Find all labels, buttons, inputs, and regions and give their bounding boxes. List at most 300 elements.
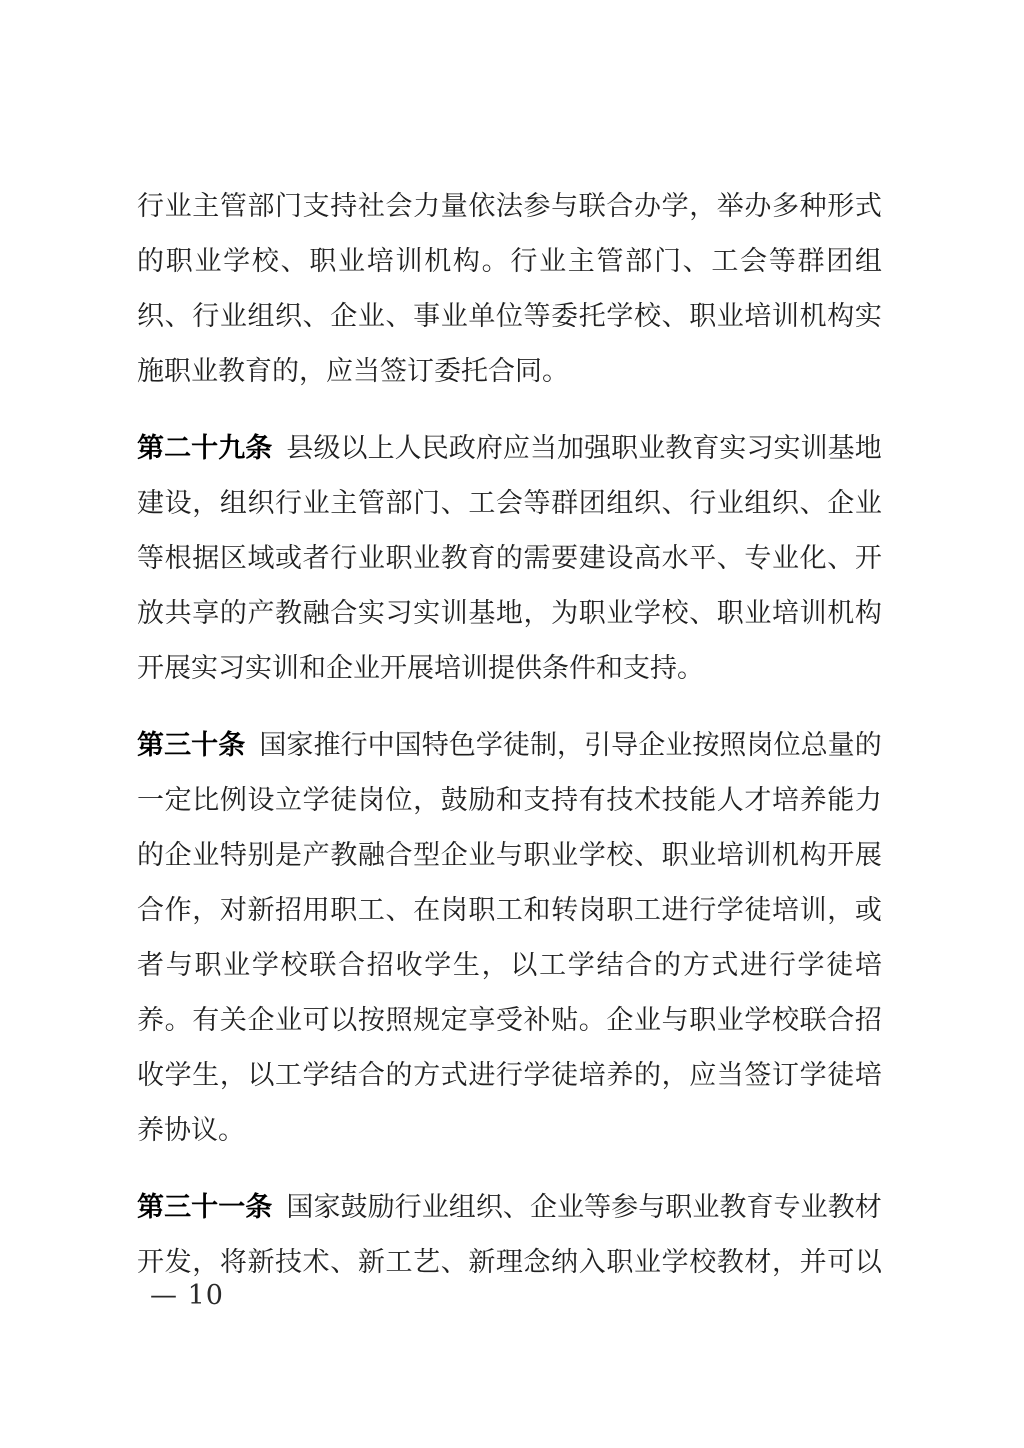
text-char: 委 (551, 301, 579, 332)
text-char: 职 (578, 598, 606, 629)
text-char: 联 (799, 1005, 827, 1036)
text-char: 订 (407, 356, 434, 387)
text-char: 业 (219, 301, 247, 332)
text-char: 行 (689, 895, 717, 926)
text-char: 加 (557, 433, 584, 464)
text-char: 织 (275, 301, 303, 332)
text-char: 的 (633, 1060, 661, 1091)
text-char: 持 (330, 191, 358, 222)
text-char: 以 (510, 950, 538, 981)
text-char: 职 (665, 1192, 693, 1223)
text-char: 职 (661, 840, 689, 871)
text-char: 、 (330, 1247, 358, 1278)
text-char: 家 (313, 1192, 341, 1223)
text-char: 养 (137, 1005, 164, 1036)
text-char: 习 (385, 598, 413, 629)
text-char: 持 (650, 653, 677, 684)
text-char: 总 (800, 730, 828, 761)
text-char: 实 (245, 653, 272, 684)
text-char: 办 (744, 191, 772, 222)
text-char: 平 (689, 543, 717, 574)
text-char: 例 (219, 785, 247, 816)
text-char: ， (192, 488, 220, 519)
text-char: 校 (661, 598, 689, 629)
text-char: 。 (218, 1115, 245, 1146)
text-char: 学 (523, 1060, 551, 1091)
text-char: 、 (385, 301, 413, 332)
article-term-char: 条 (218, 730, 246, 761)
text-char: 会 (740, 246, 768, 277)
text-char: 等 (523, 488, 551, 519)
text-char: 企 (247, 1005, 275, 1036)
text-char: 者 (302, 543, 330, 574)
text-char: 技 (275, 1247, 303, 1278)
text-char: 的 (495, 543, 523, 574)
text-char: 、 (661, 301, 689, 332)
text-char: 鼓 (340, 1192, 368, 1223)
paragraph-article-30 (137, 718, 882, 1158)
text-line (137, 1180, 882, 1235)
text-char: ， (413, 785, 441, 816)
text-char: 学 (223, 246, 251, 277)
text-char: 学 (744, 1005, 772, 1036)
text-char: 工 (357, 895, 385, 926)
text-char: 岗 (357, 785, 385, 816)
text-char: 的 (272, 356, 299, 387)
text-char: 业 (800, 1192, 828, 1223)
text-line (137, 289, 882, 344)
text-char: 以 (340, 433, 368, 464)
text-char: 贴 (551, 1005, 579, 1036)
text-char: 多 (772, 191, 800, 222)
text-char: 企 (440, 840, 468, 871)
text-char: 式 (854, 191, 882, 222)
text-char: 举 (716, 191, 744, 222)
text-char: 训 (800, 433, 828, 464)
text-char: 条 (542, 653, 569, 684)
text-char: 件 (569, 653, 596, 684)
text-char: 建 (578, 543, 606, 574)
article-term-char: 一 (218, 1192, 246, 1223)
text-char: 为 (551, 598, 579, 629)
text-char: 训 (272, 653, 299, 684)
text-char: 构 (452, 246, 480, 277)
text-line (137, 938, 882, 993)
text-char: 委 (434, 356, 461, 387)
text-char: 产 (247, 598, 275, 629)
text-char: 应 (689, 1060, 717, 1091)
text-char: 高 (633, 543, 661, 574)
text-char: 新 (468, 1247, 496, 1278)
text-char: 习 (746, 433, 774, 464)
text-char: 收 (395, 950, 423, 981)
text-char: 新 (247, 895, 275, 926)
text-char: 、 (633, 840, 661, 871)
text-char: 当 (353, 356, 380, 387)
text-char: 将 (219, 1247, 247, 1278)
text-char: 企 (606, 1005, 634, 1036)
text-char: 力 (854, 785, 882, 816)
text-char: 织 (137, 301, 164, 332)
text-char: 职 (689, 301, 717, 332)
text-char: 学 (797, 950, 825, 981)
text-char: 企 (638, 730, 666, 761)
text-char: 职 (606, 1247, 634, 1278)
text-char: 并 (799, 1247, 827, 1278)
text-char: 参 (523, 191, 551, 222)
text-char: 构 (827, 301, 855, 332)
text-char: 设 (606, 543, 634, 574)
text-char: ， (192, 895, 220, 926)
text-char: 规 (413, 1005, 441, 1036)
text-char: 训 (461, 653, 488, 684)
text-char: 徒 (744, 895, 772, 926)
text-char: 、 (440, 1247, 468, 1278)
text-char: 企 (326, 653, 353, 684)
article-term-char: 二 (164, 433, 192, 464)
text-char: 有 (192, 1005, 220, 1036)
text-char: 设 (164, 488, 192, 519)
text-char: 培 (854, 1060, 882, 1091)
text-char: 门 (275, 191, 303, 222)
text-char: 教 (827, 1192, 855, 1223)
text-char: 训 (395, 246, 423, 277)
text-char: 企 (164, 840, 192, 871)
text-char: 业 (413, 543, 441, 574)
text-line (137, 773, 882, 828)
text-char: 行 (495, 1060, 523, 1091)
text-char: 支 (523, 785, 551, 816)
text-char: 产 (302, 840, 330, 871)
text-char: 组 (448, 1192, 476, 1223)
text-char: 的 (854, 730, 882, 761)
text-char: 业 (633, 1247, 661, 1278)
text-char: 关 (219, 1005, 247, 1036)
text-char: 民 (421, 433, 449, 464)
text-char: 县 (286, 433, 314, 464)
text-char: 组 (606, 488, 634, 519)
text-char: 专 (773, 1192, 801, 1223)
text-char: 行 (768, 950, 796, 981)
text-char: 行 (394, 1192, 422, 1223)
text-char: 地 (495, 598, 523, 629)
text-char: 托 (578, 301, 606, 332)
text-char: 的 (653, 950, 681, 981)
text-char: 或 (854, 895, 882, 926)
text-char: 合 (625, 950, 653, 981)
text-char: 事 (413, 301, 441, 332)
paragraph-continuation (137, 179, 882, 399)
text-char: 新 (247, 1247, 275, 1278)
text-char: 量 (440, 191, 468, 222)
text-char: 业 (421, 1192, 449, 1223)
text-char: 域 (247, 543, 275, 574)
paragraph-article-29 (137, 421, 882, 696)
article-term-char: 第 (137, 1192, 164, 1223)
text-char: 业 (275, 1005, 303, 1036)
text-char: 转 (551, 895, 579, 926)
text-char: 人 (394, 433, 422, 464)
text-char: 实 (773, 433, 801, 464)
text-char: 据 (192, 543, 220, 574)
text-char: 技 (606, 785, 634, 816)
text-char: 特 (219, 840, 247, 871)
text-line (137, 828, 882, 883)
text-char: 材 (744, 1247, 772, 1278)
text-char: 职 (164, 356, 191, 387)
text-char: 级 (313, 433, 341, 464)
text-char: 学 (302, 785, 330, 816)
text-char: 地 (854, 433, 882, 464)
text-char: 制 (529, 730, 557, 761)
text-char: 学 (302, 1060, 330, 1091)
text-char: 、 (689, 598, 717, 629)
text-char: 人 (716, 785, 744, 816)
text-char: 能 (827, 785, 855, 816)
text-char: 开 (827, 840, 855, 871)
text-char: 教 (218, 356, 245, 387)
text-char: 职 (523, 840, 551, 871)
text-char: 职 (611, 433, 639, 464)
text-char: 定 (164, 785, 192, 816)
text-char: 会 (385, 191, 413, 222)
text-char: 培 (772, 598, 800, 629)
text-char: 业 (192, 840, 220, 871)
text-char: 机 (799, 301, 827, 332)
text-char: 业 (716, 1005, 744, 1036)
text-char: 业 (539, 246, 567, 277)
text-char: 工 (633, 895, 661, 926)
text-char: 技 (661, 785, 689, 816)
text-char: 培 (854, 950, 882, 981)
text-char: 可 (302, 1005, 330, 1036)
text-char: 联 (578, 191, 606, 222)
text-char: 织 (475, 1192, 503, 1223)
text-char: 育 (746, 1192, 774, 1223)
text-char: 学 (164, 1060, 192, 1091)
text-char: 比 (192, 785, 220, 816)
text-char: 办 (633, 191, 661, 222)
law-text-content (137, 179, 882, 1290)
text-char: 培 (366, 246, 394, 277)
text-char: 织 (633, 488, 661, 519)
text-char: 府 (475, 433, 503, 464)
text-char: 能 (689, 785, 717, 816)
text-char: 学 (606, 301, 634, 332)
text-char: 织 (247, 488, 275, 519)
text-char: 纳 (551, 1247, 579, 1278)
text-char: 议 (191, 1115, 218, 1146)
text-char: 共 (164, 598, 192, 629)
text-char: 融 (357, 840, 385, 871)
text-char: 。 (542, 356, 569, 387)
text-char: 学 (424, 950, 452, 981)
text-char: 式 (711, 950, 739, 981)
text-char: 企 (529, 1192, 557, 1223)
text-char: 要 (551, 543, 579, 574)
text-char: 、 (385, 895, 413, 926)
text-char: 组 (854, 246, 882, 277)
text-char: 业 (357, 543, 385, 574)
text-char: 者 (137, 950, 164, 981)
text-char: 工 (275, 1060, 303, 1091)
text-char: 术 (302, 1247, 330, 1278)
text-char: 发 (164, 1247, 192, 1278)
text-char: 进 (468, 1060, 496, 1091)
text-char: 位 (773, 730, 801, 761)
text-char: 习 (218, 653, 245, 684)
text-char: 育 (245, 356, 272, 387)
text-line (137, 234, 882, 289)
text-char: 的 (137, 246, 164, 277)
text-char: 照 (385, 1005, 413, 1036)
text-char: 学 (799, 1060, 827, 1091)
text-char: 业 (716, 301, 744, 332)
text-char: 受 (495, 1005, 523, 1036)
text-char: 引 (584, 730, 612, 761)
text-char: 群 (797, 246, 825, 277)
text-char: 工 (468, 488, 496, 519)
text-char: 社 (357, 191, 385, 222)
text-char: 行 (689, 488, 717, 519)
text-char: 会 (495, 488, 523, 519)
text-char: 享 (192, 598, 220, 629)
text-char: 养 (606, 1060, 634, 1091)
text-line (137, 1048, 882, 1103)
text-char: 应 (326, 356, 353, 387)
text-char: 方 (682, 950, 710, 981)
text-char: 教 (719, 1192, 747, 1223)
page-number: — 10 (150, 1280, 224, 1311)
text-char: 展 (854, 840, 882, 871)
text-char: 基 (827, 433, 855, 464)
text-char: 特 (421, 730, 449, 761)
text-char: 校 (772, 1005, 800, 1036)
text-char: 工 (495, 895, 523, 926)
text-char: 定 (440, 1005, 468, 1036)
text-char: 展 (164, 653, 191, 684)
text-char: 业 (223, 950, 251, 981)
text-char: 以 (330, 1005, 358, 1036)
text-char: 校 (606, 840, 634, 871)
text-char: 、 (661, 488, 689, 519)
text-char: 建 (137, 488, 164, 519)
text-char: 政 (448, 433, 476, 464)
text-char: 育 (468, 543, 496, 574)
text-char: 职 (385, 543, 413, 574)
text-char: 与 (165, 950, 193, 981)
text-char: 位 (385, 785, 413, 816)
text-char: 业 (468, 840, 496, 871)
text-char: 当 (716, 1060, 744, 1091)
text-char: 、 (827, 543, 855, 574)
article-term-char: 第 (137, 730, 164, 761)
text-char: 与 (551, 191, 579, 222)
text-char: 业 (551, 840, 579, 871)
text-char: 展 (407, 653, 434, 684)
text-char: 别 (247, 840, 275, 871)
text-char: 等 (523, 301, 551, 332)
text-char: 专 (744, 543, 772, 574)
text-char: 行 (510, 246, 538, 277)
text-char: 开 (137, 653, 164, 684)
text-char: 与 (661, 1005, 689, 1036)
text-char: ， (661, 1060, 689, 1091)
text-char: 念 (523, 1247, 551, 1278)
text-char: 区 (219, 543, 247, 574)
text-char: 组 (219, 488, 247, 519)
text-char: ， (219, 1060, 247, 1091)
text-char: 进 (661, 895, 689, 926)
text-char: 主 (192, 191, 220, 222)
text-char: 鼓 (440, 785, 468, 816)
text-char: 构 (854, 598, 882, 629)
article-term-char: 条 (245, 1192, 273, 1223)
text-char: 形 (827, 191, 855, 222)
text-char: 国 (259, 730, 287, 761)
text-char: 等 (768, 246, 796, 277)
text-line (137, 1235, 882, 1290)
text-char: 应 (502, 433, 530, 464)
text-char: 力 (413, 191, 441, 222)
text-char: 合 (357, 1060, 385, 1091)
text-char: 实 (357, 598, 385, 629)
text-char: 学 (633, 598, 661, 629)
text-char: 养 (137, 1115, 164, 1146)
text-char: 按 (357, 1005, 385, 1036)
text-char: 徒 (330, 785, 358, 816)
text-char: 和 (299, 653, 326, 684)
text-char: 。 (481, 246, 509, 277)
text-char: 部 (625, 246, 653, 277)
text-char: 培 (744, 301, 772, 332)
text-line (137, 179, 882, 234)
text-char: 构 (799, 840, 827, 871)
text-char: 、 (682, 246, 710, 277)
text-char: 材 (854, 1192, 882, 1223)
text-char: 励 (468, 785, 496, 816)
text-char: 业 (692, 1192, 720, 1223)
text-char: 和 (523, 895, 551, 926)
text-line (137, 531, 882, 586)
text-char: 招 (366, 950, 394, 981)
text-char: 的 (137, 840, 164, 871)
text-char: 、 (502, 1192, 530, 1223)
text-char: 业 (194, 246, 222, 277)
text-char: 实 (191, 653, 218, 684)
text-char: 支 (302, 191, 330, 222)
text-char: 训 (440, 598, 468, 629)
text-char: 招 (854, 1005, 882, 1036)
text-char: ， (827, 895, 855, 926)
text-char: 培 (716, 840, 744, 871)
text-char: 校 (633, 301, 661, 332)
text-char: 企 (330, 301, 358, 332)
text-char: 团 (826, 246, 854, 277)
text-char: 供 (515, 653, 542, 684)
text-char: 国 (394, 730, 422, 761)
text-char: 式 (440, 1060, 468, 1091)
text-char: 徒 (502, 730, 530, 761)
text-char: 培 (772, 785, 800, 816)
text-char: 、 (280, 246, 308, 277)
text-char: 支 (623, 653, 650, 684)
article-term-char: 九 (218, 433, 246, 464)
text-char: 的 (219, 598, 247, 629)
text-char: 业 (164, 191, 192, 222)
text-char: 、 (302, 301, 330, 332)
text-char: 参 (611, 1192, 639, 1223)
